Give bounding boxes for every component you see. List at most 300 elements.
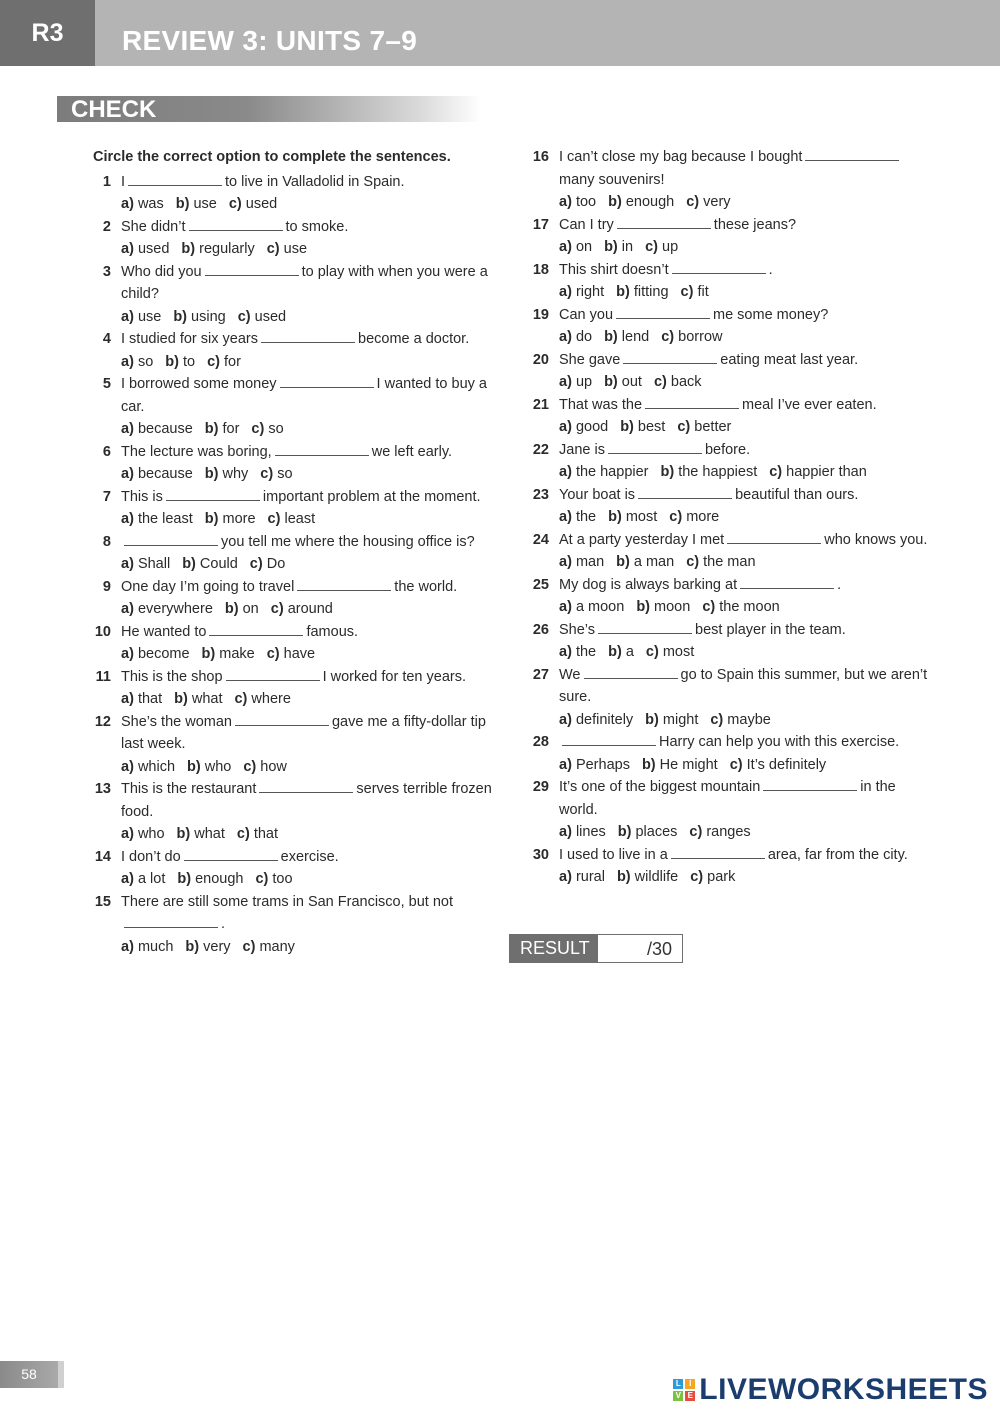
answer-options (93, 643, 493, 666)
answer-option[interactable] (646, 644, 694, 660)
answer-option[interactable] (559, 509, 596, 525)
answer-option[interactable] (121, 939, 173, 955)
answer-option[interactable] (681, 284, 709, 300)
question-item (93, 486, 493, 509)
option-letter: b) (608, 194, 622, 210)
answer-option[interactable] (608, 509, 657, 525)
answer-option[interactable] (608, 644, 634, 660)
option-letter: c) (653, 374, 667, 390)
answer-option[interactable] (618, 824, 678, 840)
answer-options (531, 754, 931, 777)
question-number: 5 (102, 376, 111, 392)
question-text-after: best player in the team. (695, 621, 846, 638)
answer-option[interactable] (237, 826, 278, 842)
option-text: in (621, 239, 634, 255)
answer-options (93, 306, 493, 329)
option-text: definitely (575, 711, 634, 728)
option-letter: b) (641, 756, 656, 773)
answer-option[interactable] (229, 196, 277, 212)
option-text: Shall (137, 556, 171, 572)
answer-option[interactable] (654, 374, 702, 390)
question-text-before: There are still some trams in San Francisco, but not (121, 893, 454, 910)
option-letter: b) (204, 511, 219, 527)
option-text: the least (137, 511, 193, 527)
option-text: rural (575, 869, 605, 885)
question-text-after: I worked for ten years. (322, 668, 467, 685)
answer-option[interactable] (121, 759, 175, 775)
brand-logo (673, 1372, 988, 1408)
option-text: was (137, 196, 164, 212)
question-text-after: we left early. (371, 443, 453, 460)
question-item (93, 261, 493, 306)
option-letter: c) (645, 239, 658, 255)
answer-options (531, 281, 931, 304)
question-text-before: I used to live in a (559, 846, 668, 863)
option-text: on (242, 601, 259, 617)
answer-option[interactable] (243, 939, 295, 955)
option-letter: b) (620, 419, 634, 435)
question-text-before: At a party yesterday I met (559, 531, 725, 548)
answer-option[interactable] (669, 509, 719, 525)
option-letter: c) (702, 599, 716, 615)
option-letter: a) (121, 196, 134, 212)
option-letter: b) (645, 711, 659, 728)
question-item (93, 711, 493, 756)
question-text-before: Can I try (559, 216, 614, 233)
option-letter: a) (559, 711, 572, 728)
option-letter: a) (559, 824, 572, 840)
question-item (531, 259, 931, 282)
answer-option[interactable] (559, 757, 630, 773)
header-bar (0, 0, 1000, 66)
question-text-before: That was the (559, 396, 643, 413)
question-text-before: I studied for six years (121, 331, 258, 347)
question-text-after: I wanted to buy a car. (121, 376, 487, 415)
question-number: 4 (102, 331, 111, 347)
answer-blank[interactable] (235, 712, 329, 726)
option-letter: a) (559, 284, 572, 300)
answer-options (531, 596, 931, 619)
option-letter: c) (236, 826, 250, 842)
answer-option[interactable] (559, 869, 605, 885)
answer-option[interactable] (559, 599, 624, 615)
option-text: do (575, 329, 593, 345)
option-text: how (260, 758, 287, 775)
question-number: 25 (532, 576, 549, 593)
answer-option[interactable] (604, 239, 633, 255)
option-text: too (272, 871, 293, 887)
option-text: very (703, 194, 731, 210)
answer-blank[interactable] (124, 532, 218, 546)
question-item (93, 441, 493, 464)
answer-option[interactable] (559, 464, 649, 480)
option-text: a man (633, 554, 675, 570)
answer-blank[interactable] (280, 374, 374, 388)
option-letter: c) (645, 644, 659, 660)
option-text: too (575, 194, 597, 210)
answer-blank[interactable] (275, 442, 369, 456)
answer-option[interactable] (268, 511, 316, 527)
question-number: 3 (102, 263, 111, 280)
result-score[interactable]: /30 (646, 939, 672, 959)
option-letter: a) (121, 511, 134, 527)
answer-option[interactable] (205, 466, 249, 482)
answer-option[interactable] (121, 354, 153, 370)
answer-blank[interactable] (259, 779, 353, 793)
answer-blank[interactable] (128, 172, 222, 186)
answer-options (531, 191, 931, 214)
answer-option[interactable] (182, 556, 238, 572)
answer-option[interactable] (702, 599, 779, 615)
option-text: fit (697, 284, 709, 300)
answer-option[interactable] (559, 419, 608, 435)
question-text-after: who knows you. (824, 531, 928, 548)
option-letter: b) (165, 353, 179, 370)
option-letter: c) (689, 824, 703, 840)
option-text: Could (199, 556, 238, 572)
option-text: used (245, 196, 278, 212)
option-text: more (686, 509, 720, 525)
option-text: lines (575, 824, 606, 840)
answer-option[interactable] (121, 691, 162, 707)
logo-tile: E (685, 1391, 695, 1401)
question-item (93, 778, 493, 823)
option-text: what (194, 826, 225, 842)
option-letter: c) (669, 509, 683, 525)
answer-options (531, 821, 931, 844)
question-text-before: I borrowed some money (121, 376, 277, 392)
option-text: why (222, 466, 249, 482)
question-number: 1 (102, 173, 111, 190)
answer-options (531, 641, 931, 664)
section-title: CHECK (71, 96, 157, 123)
answer-option[interactable] (559, 644, 596, 660)
option-letter: c) (228, 196, 242, 212)
section-header (57, 96, 482, 122)
answer-option[interactable] (121, 196, 164, 212)
answer-option[interactable] (234, 691, 290, 707)
answer-blank[interactable] (184, 847, 278, 861)
option-letter: b) (175, 196, 190, 212)
answer-option[interactable] (645, 712, 698, 728)
question-text-after: . (768, 261, 773, 278)
question-item (531, 776, 931, 821)
option-text: to (182, 353, 196, 370)
answer-options (531, 236, 931, 259)
question-text-after: beautiful than ours. (735, 486, 859, 503)
answer-blank[interactable] (617, 215, 711, 229)
page-number-shadow (58, 1361, 64, 1388)
answer-option[interactable] (616, 554, 674, 570)
option-text: use (283, 241, 308, 257)
option-letter: b) (617, 824, 632, 840)
answer-option[interactable] (645, 239, 678, 255)
option-text: the happiest (678, 464, 758, 480)
answer-option[interactable] (617, 869, 678, 885)
option-letter: b) (604, 329, 618, 345)
answer-option[interactable] (661, 329, 722, 345)
answer-option[interactable] (608, 194, 674, 210)
option-letter: a) (559, 599, 572, 615)
answer-blank[interactable] (805, 147, 899, 161)
answer-option[interactable] (559, 374, 592, 390)
option-text: use (193, 196, 217, 212)
answer-options (93, 418, 493, 441)
option-letter: a) (559, 419, 572, 435)
question-text-after: in the world. (559, 779, 896, 818)
option-letter: c) (686, 194, 700, 210)
question-text-before: Jane is (559, 441, 605, 458)
answer-option[interactable] (559, 824, 606, 840)
answer-option[interactable] (559, 329, 592, 345)
brand-name: LIVEWORKSHEETS (699, 1373, 988, 1406)
question-item (531, 439, 931, 462)
option-text: more (222, 511, 256, 527)
answer-option[interactable] (181, 241, 254, 257)
right-column (531, 146, 931, 889)
answer-option[interactable] (271, 601, 333, 617)
answer-option[interactable] (121, 421, 193, 437)
option-letter: b) (608, 644, 622, 660)
option-text: enough (625, 194, 675, 210)
option-text: fitting (633, 284, 669, 300)
option-letter: c) (680, 284, 694, 300)
option-letter: c) (255, 871, 269, 887)
answer-blank[interactable] (638, 485, 732, 499)
answer-blank[interactable] (261, 329, 355, 343)
answer-option[interactable] (177, 871, 243, 887)
option-text: because (137, 466, 193, 482)
answer-blank[interactable] (616, 305, 710, 319)
option-text: so (268, 421, 284, 437)
option-letter: a) (559, 374, 572, 390)
answer-option[interactable] (769, 464, 867, 480)
question-text-after: to live in Valladolid in Spain. (225, 173, 405, 190)
answer-option[interactable] (559, 284, 604, 300)
question-text-after: you tell me where the housing office is? (221, 533, 475, 550)
question-number: 22 (532, 441, 549, 458)
question-item (93, 666, 493, 689)
answer-option[interactable] (661, 464, 758, 480)
option-letter: a) (559, 194, 572, 210)
answer-option[interactable] (176, 196, 217, 212)
unit-code: R3 (0, 0, 95, 66)
answer-option[interactable] (121, 466, 193, 482)
answer-option[interactable] (677, 419, 731, 435)
question-text-before: The lecture was boring, (121, 443, 272, 460)
answer-blank[interactable] (727, 530, 821, 544)
answer-option[interactable] (604, 374, 642, 390)
answer-options (93, 823, 493, 846)
answer-blank[interactable] (562, 732, 656, 746)
answer-option[interactable] (616, 284, 668, 300)
option-text: a (625, 644, 634, 660)
option-text: which (137, 758, 176, 775)
question-number: 2 (102, 218, 111, 235)
question-text-after: these jeans? (713, 216, 797, 233)
option-text: the (575, 644, 597, 660)
answer-option[interactable] (686, 194, 730, 210)
answer-option[interactable] (604, 329, 649, 345)
answer-option[interactable] (121, 241, 169, 257)
option-letter: a) (121, 758, 134, 775)
question-text-before: She’s (559, 621, 596, 638)
answer-option[interactable] (177, 826, 225, 842)
answer-option[interactable] (689, 824, 750, 840)
answer-option[interactable] (730, 757, 826, 773)
option-text: around (287, 601, 333, 617)
option-text: very (203, 938, 231, 955)
option-letter: c) (251, 421, 265, 437)
question-text-before: This is the shop (121, 668, 223, 685)
option-letter: b) (185, 938, 200, 955)
answer-option[interactable] (559, 194, 596, 210)
answer-options (531, 551, 931, 574)
question-number: 21 (532, 396, 549, 413)
option-text: the happier (575, 464, 649, 480)
answer-option[interactable] (205, 511, 256, 527)
answer-option[interactable] (251, 421, 283, 437)
option-text: might (662, 711, 699, 728)
answer-option[interactable] (690, 869, 735, 885)
option-letter: a) (121, 871, 134, 887)
answer-option[interactable] (620, 419, 665, 435)
option-text: used (137, 241, 170, 257)
answer-option[interactable] (174, 691, 222, 707)
answer-blank[interactable] (623, 350, 717, 364)
instructions: Circle the correct option to complete the sentences. (93, 149, 451, 165)
answer-blank[interactable] (166, 487, 260, 501)
option-text: a lot (137, 871, 166, 887)
answer-option[interactable] (185, 939, 230, 955)
option-letter: c) (677, 419, 691, 435)
answer-blank[interactable] (671, 845, 765, 859)
answer-blank[interactable] (763, 777, 857, 791)
answer-option[interactable] (165, 354, 195, 370)
question-number: 29 (532, 779, 549, 795)
question-item (93, 846, 493, 869)
answer-option[interactable] (267, 241, 307, 257)
answer-option[interactable] (710, 712, 770, 728)
option-text: make (219, 646, 255, 662)
option-text: most (662, 644, 695, 660)
question-item (93, 531, 493, 554)
answer-option[interactable] (205, 421, 240, 437)
answer-blank[interactable] (740, 575, 834, 589)
answer-blank[interactable] (297, 577, 391, 591)
option-text: the (575, 509, 597, 525)
option-text: He might (659, 756, 718, 773)
answer-option[interactable] (255, 871, 292, 887)
answer-option[interactable] (636, 599, 690, 615)
answer-option[interactable] (225, 601, 259, 617)
answer-option[interactable] (207, 354, 241, 370)
answer-option[interactable] (686, 554, 755, 570)
answer-blank[interactable] (672, 260, 766, 274)
option-letter: a) (121, 421, 134, 437)
option-text: on (575, 239, 593, 255)
answer-option[interactable] (202, 646, 255, 662)
answer-option[interactable] (267, 646, 315, 662)
option-letter: b) (176, 826, 191, 842)
answer-blank[interactable] (189, 217, 283, 231)
option-text: up (575, 374, 593, 390)
option-letter: b) (660, 464, 675, 480)
option-letter: b) (616, 554, 630, 570)
answer-option[interactable] (121, 556, 170, 572)
answer-blank[interactable] (598, 620, 692, 634)
answer-option[interactable] (559, 712, 633, 728)
option-text: for (222, 421, 240, 437)
answer-option[interactable] (121, 601, 213, 617)
answer-blank[interactable] (209, 622, 303, 636)
answer-option[interactable] (121, 646, 190, 662)
option-text: up (662, 239, 679, 255)
answer-option[interactable] (243, 759, 287, 775)
question-number: 15 (94, 893, 111, 910)
question-text-after: many souvenirs! (559, 171, 665, 188)
answer-blank[interactable] (226, 667, 320, 681)
option-text: ranges (706, 824, 751, 840)
answer-option[interactable] (238, 309, 286, 325)
question-text-after: area, far from the city. (767, 846, 908, 863)
answer-options (93, 463, 493, 486)
answer-option[interactable] (121, 826, 165, 842)
question-text-before: I can’t close my bag because I bought (559, 149, 803, 165)
answer-option[interactable] (173, 309, 225, 325)
answer-options (93, 193, 493, 216)
question-text-before: Who did you (121, 263, 202, 280)
option-letter: b) (636, 599, 650, 615)
option-letter: b) (608, 509, 622, 525)
answer-blank[interactable] (608, 440, 702, 454)
question-number: 23 (532, 486, 549, 503)
answer-option[interactable] (559, 554, 604, 570)
answer-option[interactable] (250, 556, 285, 572)
result-box (509, 934, 683, 963)
question-text-after: to smoke. (285, 218, 349, 235)
answer-option[interactable] (187, 759, 231, 775)
question-item (93, 328, 493, 351)
option-text: who (137, 826, 165, 842)
answer-option[interactable] (121, 511, 193, 527)
question-item (531, 731, 931, 754)
option-letter: a) (121, 556, 134, 572)
answer-option[interactable] (260, 466, 292, 482)
answer-blank[interactable] (645, 395, 739, 409)
answer-option[interactable] (642, 757, 718, 773)
answer-blank[interactable] (124, 914, 218, 928)
option-text: back (670, 374, 702, 390)
answer-options (531, 709, 931, 732)
option-letter: a) (559, 464, 572, 480)
question-item (531, 619, 931, 642)
option-letter: b) (604, 374, 618, 390)
question-item (531, 394, 931, 417)
logo-tile: L (673, 1379, 683, 1389)
question-item (93, 891, 493, 936)
question-text-after: exercise. (280, 848, 339, 865)
answer-blank[interactable] (584, 665, 678, 679)
logo-tile: V (673, 1391, 683, 1401)
answer-option[interactable] (121, 309, 161, 325)
answer-option[interactable] (559, 239, 592, 255)
answer-option[interactable] (121, 871, 165, 887)
answer-blank[interactable] (205, 262, 299, 276)
option-text: better (694, 419, 732, 435)
question-text-after: Harry can help you with this exercise. (659, 734, 900, 750)
option-text: man (575, 554, 605, 570)
